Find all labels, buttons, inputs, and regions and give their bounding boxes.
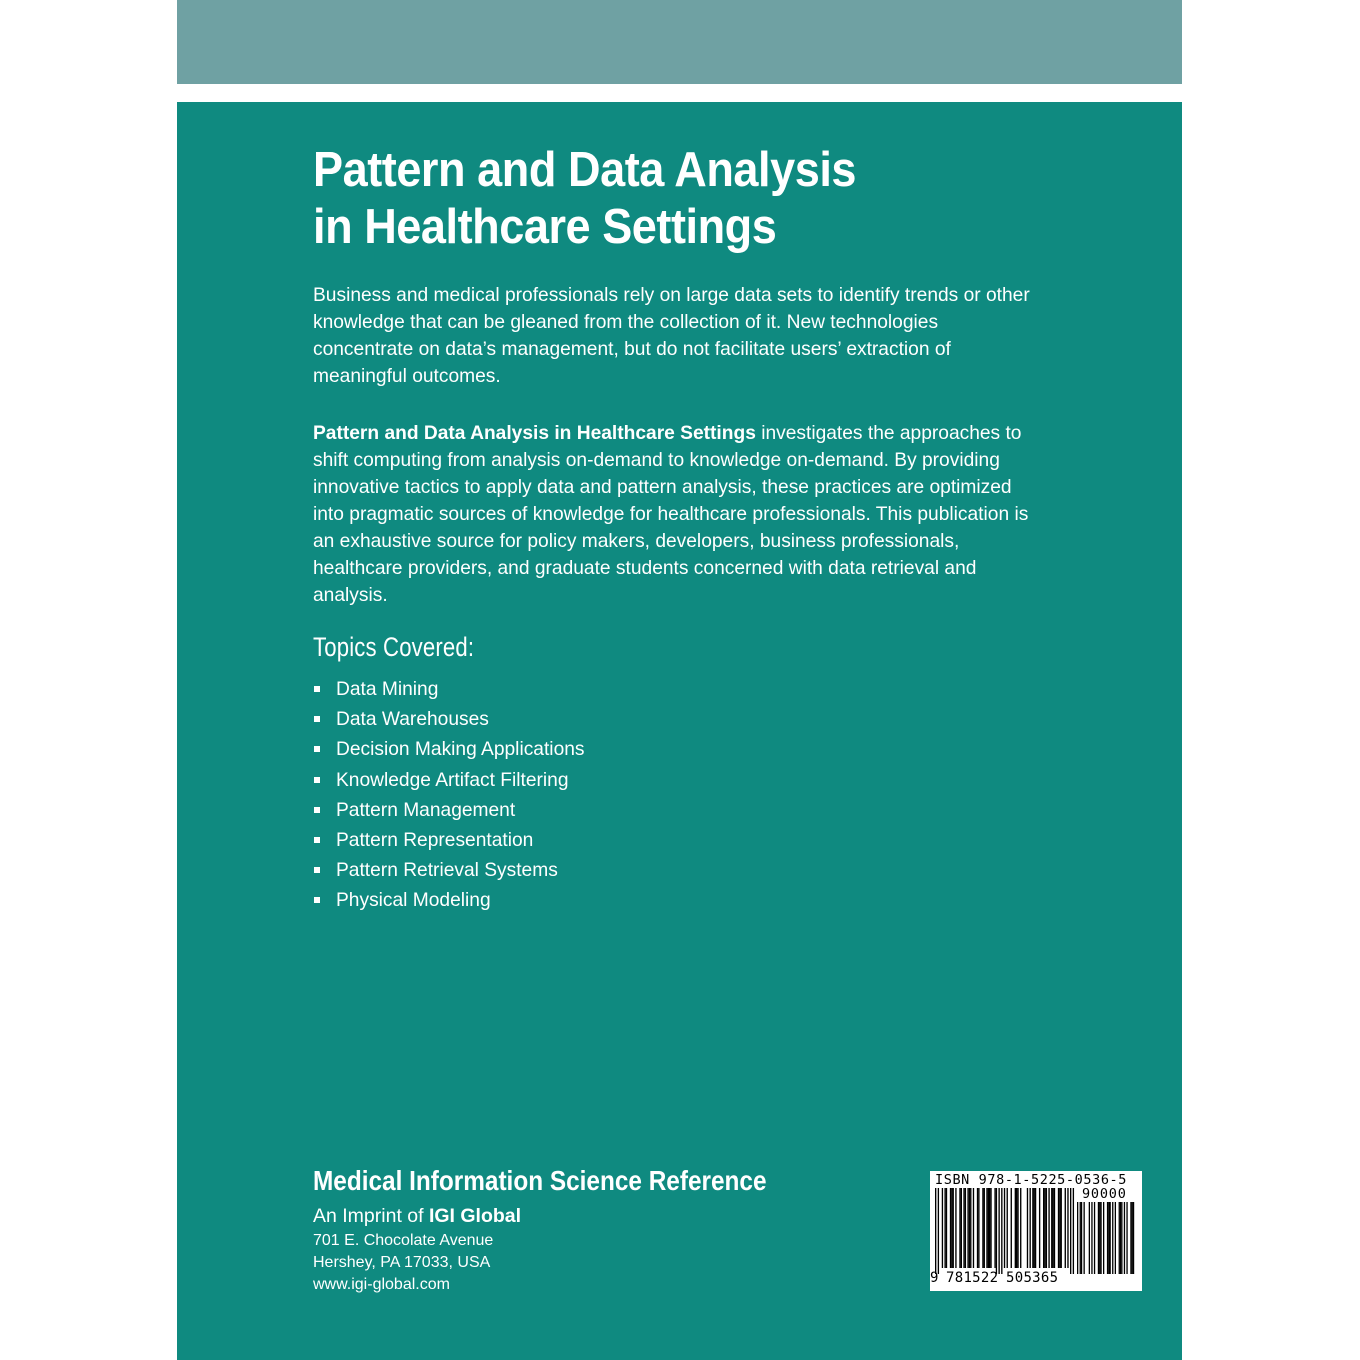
barcode-bar	[1133, 1202, 1134, 1274]
description-paragraph-1: Business and medical professionals rely on large data sets to identify trends or other knowledge that can be gleaned from the collection of it. New technologies concentrate on data’s management, but do not facilitate users’ extraction of meaningful outcomes.	[313, 285, 1030, 387]
barcode-bar	[1011, 1188, 1012, 1268]
topic-label: Data Mining	[336, 679, 439, 700]
barcode-digit-first: 9	[930, 1270, 939, 1286]
barcode-bar	[967, 1188, 968, 1268]
bullet-icon	[314, 716, 320, 722]
barcode-bar	[1098, 1202, 1099, 1274]
description-paragraph-2	[313, 420, 1043, 609]
barcode-bar	[1016, 1188, 1017, 1268]
description-paragraph-2-text: investigates the approaches to shift computing from analysis on-demand to knowledge on-demand. By providing innovative tactics to apply data and pattern analysis, these practices are optimized into pragmatic sources of knowledge for healthcare professionals. This publication is an exhaustive source for policy makers, developers, business professionals, healthcare providers, and graduate students concerned with data retrieval and analysis.	[313, 423, 1029, 606]
barcode-main-bars	[935, 1188, 1075, 1274]
barcode-bar	[965, 1188, 966, 1268]
imprint-line	[313, 1205, 521, 1228]
barcode-bar	[1084, 1202, 1085, 1274]
topic-label: Pattern Retrieval Systems	[336, 860, 558, 882]
address-line-2: Hershey, PA 17033, USA	[313, 1254, 491, 1271]
barcode-bar	[959, 1188, 960, 1268]
barcode-bar	[1080, 1202, 1081, 1274]
barcode-bar	[1059, 1188, 1060, 1268]
barcode-bar	[1054, 1188, 1055, 1268]
barcode-bar	[989, 1188, 990, 1268]
topic-item	[313, 886, 585, 916]
topics-heading: Topics Covered:	[313, 632, 475, 662]
barcode-addon-bars	[1077, 1202, 1137, 1274]
barcode-bar	[1017, 1188, 1018, 1268]
topic-item	[313, 735, 585, 765]
barcode-bar	[1034, 1188, 1035, 1268]
barcode-bar	[1099, 1202, 1100, 1274]
topic-item	[313, 705, 585, 735]
barcode-bar	[1073, 1188, 1074, 1274]
topic-label: Physical Modeling	[336, 890, 491, 912]
isbn-barcode	[930, 1171, 1142, 1291]
bullet-icon	[314, 777, 320, 783]
barcode-bar	[1103, 1202, 1104, 1274]
barcode-bar	[1124, 1202, 1125, 1274]
bullet-icon	[314, 686, 320, 692]
barcode-bar	[963, 1188, 964, 1268]
barcode-bar	[1043, 1188, 1044, 1268]
barcode-bar	[961, 1188, 962, 1268]
description-book-title: Pattern and Data Analysis in Healthcare Settings	[313, 423, 756, 444]
address-line-1: 701 E. Chocolate Avenue	[313, 1232, 494, 1249]
barcode-bar	[994, 1188, 995, 1268]
barcode-bar	[1108, 1202, 1109, 1274]
barcode-bar	[1007, 1188, 1008, 1268]
topic-item	[313, 796, 585, 826]
barcode-bar	[1126, 1202, 1127, 1274]
imprint-name: Medical Information Science Reference	[313, 1165, 767, 1196]
barcode-bar	[996, 1188, 997, 1274]
barcode-bar	[1100, 1202, 1101, 1274]
barcode-bar	[988, 1188, 989, 1268]
barcode-bar	[1094, 1202, 1095, 1274]
bullet-icon	[314, 746, 320, 752]
price-addon-label: 90000	[1082, 1186, 1127, 1202]
barcode-bar	[1004, 1188, 1005, 1268]
barcode-bar	[977, 1188, 978, 1268]
barcode-bar	[950, 1188, 951, 1268]
barcode-bar	[955, 1188, 956, 1268]
barcode-bar	[1130, 1202, 1131, 1274]
topic-label: Data Warehouses	[336, 709, 489, 731]
barcode-bar	[946, 1188, 947, 1268]
barcode-bar	[953, 1188, 954, 1268]
barcode-bar	[944, 1188, 945, 1268]
barcode-bar	[1110, 1202, 1111, 1274]
bullet-icon	[314, 837, 320, 843]
barcode-bar	[998, 1188, 999, 1274]
bullet-icon	[314, 867, 320, 873]
barcode-bar	[1120, 1202, 1121, 1274]
barcode-bar	[986, 1188, 987, 1268]
barcode-bar	[969, 1188, 970, 1268]
barcode-bar	[938, 1188, 939, 1274]
barcode-bar	[1061, 1188, 1062, 1268]
barcode-bar	[1107, 1202, 1108, 1274]
barcode-bar	[1112, 1202, 1113, 1274]
topic-item	[313, 826, 585, 856]
barcode-bar	[1089, 1202, 1090, 1274]
barcode-bar	[1001, 1188, 1002, 1274]
barcode-bar	[1046, 1188, 1047, 1268]
barcode-digits-group-1: 781522	[946, 1270, 999, 1286]
isbn-label: ISBN 978-1-5225-0536-5	[935, 1172, 1128, 1188]
topic-label: Pattern Management	[336, 799, 516, 821]
barcode-bar	[1119, 1202, 1120, 1274]
barcode-bar	[1067, 1188, 1068, 1268]
book-title-line2: in Healthcare Settings	[313, 200, 777, 254]
topic-item	[313, 675, 585, 705]
barcode-bar	[1132, 1202, 1133, 1274]
barcode-bar	[942, 1188, 943, 1268]
barcode-bar	[1048, 1188, 1049, 1268]
topic-item	[313, 766, 585, 796]
barcode-bar	[1020, 1188, 1021, 1268]
barcode-bar	[951, 1188, 952, 1268]
topic-label: Knowledge Artifact Filtering	[336, 769, 569, 791]
barcode-bar	[990, 1188, 991, 1268]
barcode-bar	[1065, 1188, 1066, 1268]
publisher-name: IGI Global	[428, 1205, 522, 1227]
barcode-bar	[1051, 1188, 1052, 1268]
barcode-bar	[1052, 1188, 1053, 1268]
website-url: www.igi-global.com	[313, 1276, 450, 1293]
imprint-prefix: An Imprint of	[313, 1205, 429, 1227]
back-cover	[177, 102, 1182, 1360]
barcode-bar	[935, 1188, 936, 1274]
barcode-bar	[1032, 1188, 1033, 1268]
barcode-bar	[1081, 1202, 1082, 1274]
book-title-line1: Pattern and Data Analysis	[313, 143, 857, 197]
barcode-bar	[978, 1188, 979, 1268]
barcode-bar	[1030, 1188, 1031, 1268]
barcode-bar	[982, 1188, 983, 1268]
barcode-bar	[1091, 1202, 1092, 1274]
barcode-bar	[1077, 1202, 1078, 1274]
barcode-bar	[1015, 1188, 1016, 1268]
barcode-bar	[1035, 1188, 1036, 1268]
barcode-bar	[1039, 1188, 1040, 1268]
topics-list	[313, 675, 585, 917]
topic-item	[313, 856, 585, 886]
barcode-bar	[1121, 1202, 1122, 1274]
barcode-bar	[1058, 1188, 1059, 1268]
barcode-bar	[1115, 1202, 1116, 1274]
barcode-bar	[984, 1188, 985, 1268]
bullet-icon	[314, 897, 320, 903]
barcode-bar	[1070, 1188, 1071, 1274]
barcode-bar	[970, 1188, 971, 1268]
barcode-bar	[973, 1188, 974, 1268]
bullet-icon	[314, 807, 320, 813]
barcode-bar	[1027, 1188, 1028, 1268]
top-color-band	[177, 0, 1182, 84]
barcode-bar	[1044, 1188, 1045, 1268]
barcode-digits-group-2: 505365	[1006, 1270, 1059, 1286]
book-title	[313, 142, 975, 256]
topic-label: Decision Making Applications	[336, 739, 585, 761]
topic-label: Pattern Representation	[336, 829, 534, 851]
